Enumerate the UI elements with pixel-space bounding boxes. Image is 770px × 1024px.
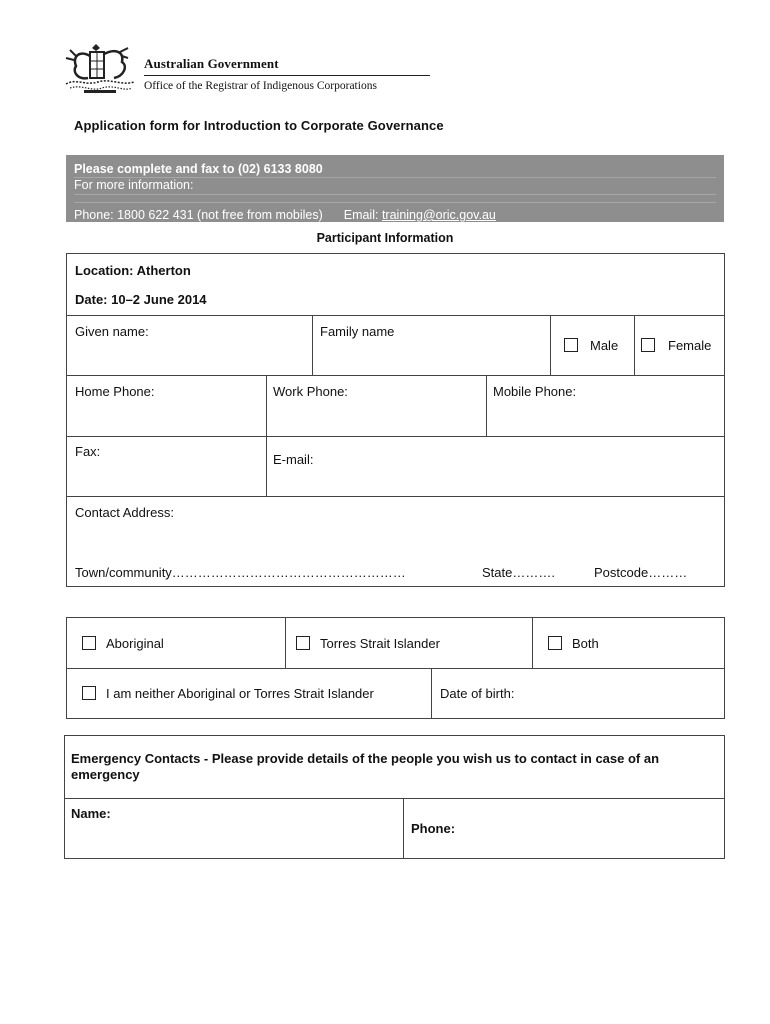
aboriginal-label: Aboriginal bbox=[106, 636, 164, 651]
neither-checkbox[interactable] bbox=[82, 686, 96, 700]
both-checkbox[interactable] bbox=[548, 636, 562, 650]
column-divider bbox=[285, 618, 286, 668]
male-label: Male bbox=[590, 338, 619, 353]
female-checkbox[interactable] bbox=[641, 338, 655, 352]
column-divider bbox=[634, 315, 635, 375]
fax-label: Fax: bbox=[75, 444, 101, 459]
phone-info: Phone: 1800 622 431 (not free from mobiles) bbox=[74, 208, 323, 222]
column-divider bbox=[486, 375, 487, 436]
column-divider bbox=[431, 668, 432, 718]
mobile-phone-label: Mobile Phone: bbox=[493, 384, 577, 399]
town-label: Town/community……………………………………………… bbox=[75, 565, 406, 580]
emergency-phone-label: Phone: bbox=[411, 821, 456, 836]
row-divider bbox=[67, 436, 724, 437]
row-divider bbox=[67, 375, 724, 376]
row-divider bbox=[67, 668, 724, 669]
location-label: Location: Atherton bbox=[75, 263, 191, 278]
participant-table bbox=[66, 253, 725, 587]
form-title: Application form for Introduction to Corporate Governance bbox=[74, 118, 444, 133]
torres-strait-checkbox[interactable] bbox=[296, 636, 310, 650]
office-name: Office of the Registrar of Indigenous Corporations bbox=[144, 80, 377, 92]
date-of-birth-label: Date of birth: bbox=[440, 686, 515, 701]
contact-address-label: Contact Address: bbox=[75, 505, 174, 520]
header-divider bbox=[144, 75, 430, 76]
email-link[interactable]: training@oric.gov.au bbox=[381, 208, 496, 222]
date-label: Date: 10–2 June 2014 bbox=[75, 292, 207, 307]
section-title: Participant Information bbox=[316, 231, 454, 245]
info-divider bbox=[74, 202, 716, 203]
neither-label: I am neither Aboriginal or Torres Strait Islander bbox=[106, 686, 374, 701]
both-label: Both bbox=[572, 636, 599, 651]
info-divider bbox=[74, 194, 716, 195]
column-divider bbox=[403, 798, 404, 858]
email-label: Email: bbox=[343, 208, 379, 222]
column-divider bbox=[550, 315, 551, 375]
coat-of-arms-logo bbox=[62, 42, 138, 96]
family-name-label: Family name bbox=[320, 324, 395, 339]
emergency-table bbox=[64, 735, 725, 859]
agency-header bbox=[144, 56, 430, 92]
work-phone-label: Work Phone: bbox=[273, 384, 348, 399]
more-info-label: For more information: bbox=[74, 178, 194, 192]
contact-line bbox=[74, 208, 496, 222]
agency-name: Australian Government bbox=[144, 56, 279, 71]
male-checkbox[interactable] bbox=[564, 338, 578, 352]
column-divider bbox=[532, 618, 533, 668]
identity-table bbox=[66, 617, 725, 719]
row-divider bbox=[65, 798, 724, 799]
row-divider bbox=[67, 496, 724, 497]
postcode-label: Postcode……… bbox=[594, 565, 688, 580]
column-divider bbox=[312, 315, 313, 375]
given-name-label: Given name: bbox=[75, 324, 149, 339]
emergency-name-label: Name: bbox=[71, 806, 111, 821]
fax-info-box bbox=[66, 155, 724, 222]
torres-strait-label: Torres Strait Islander bbox=[320, 636, 440, 651]
row-divider bbox=[67, 315, 724, 316]
state-label: State………. bbox=[482, 565, 555, 580]
emergency-heading: Emergency Contacts - Please provide details of the people you wish us to contact in case of an emergency bbox=[71, 751, 660, 782]
aboriginal-checkbox[interactable] bbox=[82, 636, 96, 650]
email-field-label: E-mail: bbox=[273, 452, 314, 467]
home-phone-label: Home Phone: bbox=[75, 384, 155, 399]
female-label: Female bbox=[668, 338, 712, 353]
fax-instruction: Please complete and fax to (02) 6133 8080 bbox=[74, 162, 323, 176]
